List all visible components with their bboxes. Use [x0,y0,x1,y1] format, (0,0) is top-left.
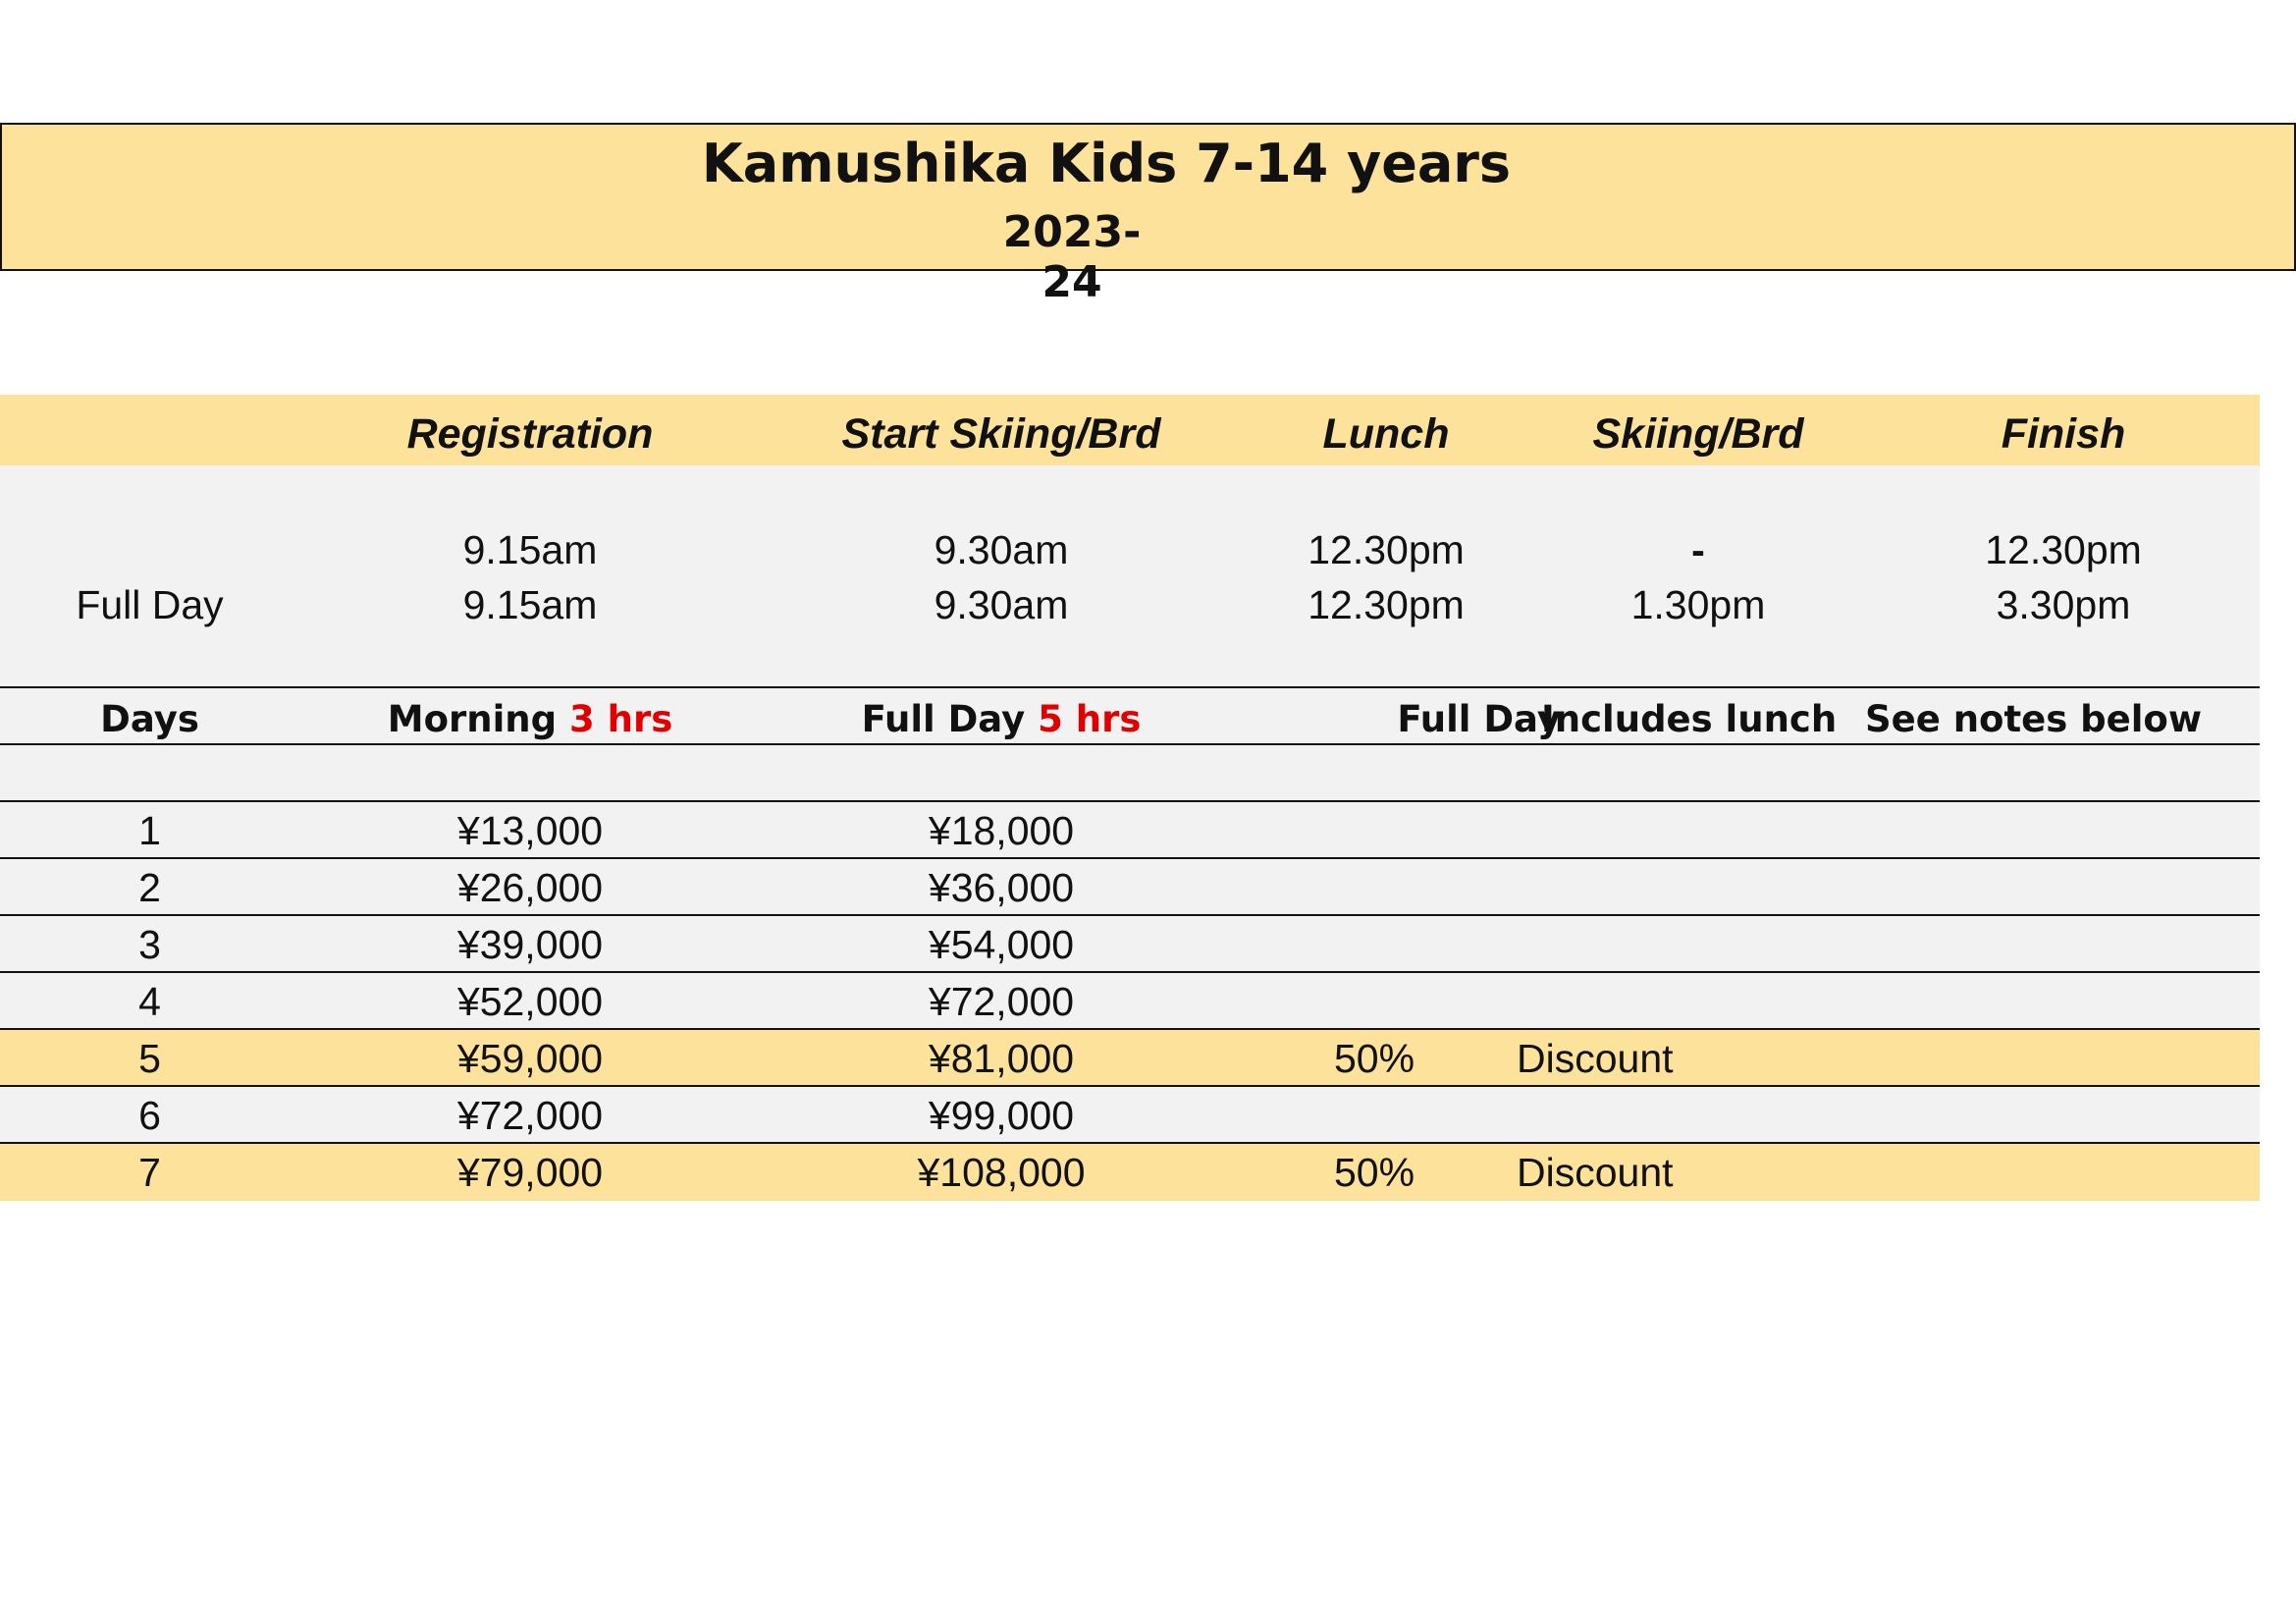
morning-label: Morning [387,698,558,740]
table-row-discount [0,1030,2260,1087]
page-title: Kamushika Kids 7-14 years [701,133,1512,194]
morning-price: ¥79,000 [456,1150,604,1195]
full-day-price: ¥18,000 [928,808,1075,853]
time-value: 9.15am [462,527,598,572]
row-label: Full Day [76,582,224,627]
col-see-notes: See notes below [1865,698,2203,740]
morning-price: ¥13,000 [456,808,604,853]
col-morning [353,698,707,740]
day-cell: 3 [138,922,161,967]
day-cell: 7 [138,1150,161,1195]
table-row-discount [0,1144,2260,1201]
discount-label: Discount [1517,1150,1674,1195]
time-value: 12.30pm [1985,527,2142,572]
table-row [0,916,2260,973]
time-value: - [1691,527,1705,572]
day-cell: 6 [138,1093,161,1138]
header-skiing-brd: Skiing/Brd [1592,410,1804,458]
table-row [0,973,2260,1030]
time-value: 3.30pm [1996,582,2131,627]
full-day-hours: 5 hrs [1038,698,1142,740]
header-finish: Finish [2001,410,2126,458]
table-row [0,802,2260,859]
discount-label: Discount [1517,1036,1674,1081]
full-day-price: ¥72,000 [928,979,1075,1024]
season-label: 2023-24 [1002,207,1142,307]
schedule-times-band [0,465,2260,686]
full-day-label: Full Day [861,698,1026,740]
day-cell: 4 [138,979,161,1024]
morning-price: ¥39,000 [456,922,604,967]
price-table-header [0,686,2260,745]
day-cell: 1 [138,808,161,853]
col-full-day-note: Full Day [1397,698,1561,740]
time-value: 12.30pm [1308,582,1465,627]
col-full-day [825,698,1178,740]
morning-price: ¥59,000 [456,1036,604,1081]
morning-price: ¥52,000 [456,979,604,1024]
day-cell: 2 [138,865,161,910]
time-value: 9.15am [462,582,598,627]
morning-price: ¥72,000 [456,1093,604,1138]
header-registration: Registration [406,410,654,458]
full-day-price: ¥99,000 [928,1093,1075,1138]
full-day-price: ¥36,000 [928,865,1075,910]
full-day-price: ¥54,000 [928,922,1075,967]
full-day-price: ¥81,000 [928,1036,1075,1081]
table-row [0,1087,2260,1144]
header-lunch: Lunch [1322,410,1450,458]
time-value: 1.30pm [1630,582,1766,627]
day-cell: 5 [138,1036,161,1081]
discount-percent: 50% [1333,1150,1415,1195]
morning-price: ¥26,000 [456,865,604,910]
header-start-skiing: Start Skiing/Brd [841,410,1161,458]
time-value: 9.30am [934,527,1069,572]
col-days: Days [100,698,199,740]
time-value: 12.30pm [1308,527,1465,572]
blank-row [0,745,2260,802]
time-value: 9.30am [934,582,1069,627]
full-day-price: ¥108,000 [917,1150,1086,1195]
discount-percent: 50% [1333,1036,1415,1081]
morning-hours: 3 hrs [568,698,673,740]
col-includes-lunch: Includes lunch [1541,698,1838,740]
title-banner [0,123,2296,307]
table-row [0,859,2260,916]
